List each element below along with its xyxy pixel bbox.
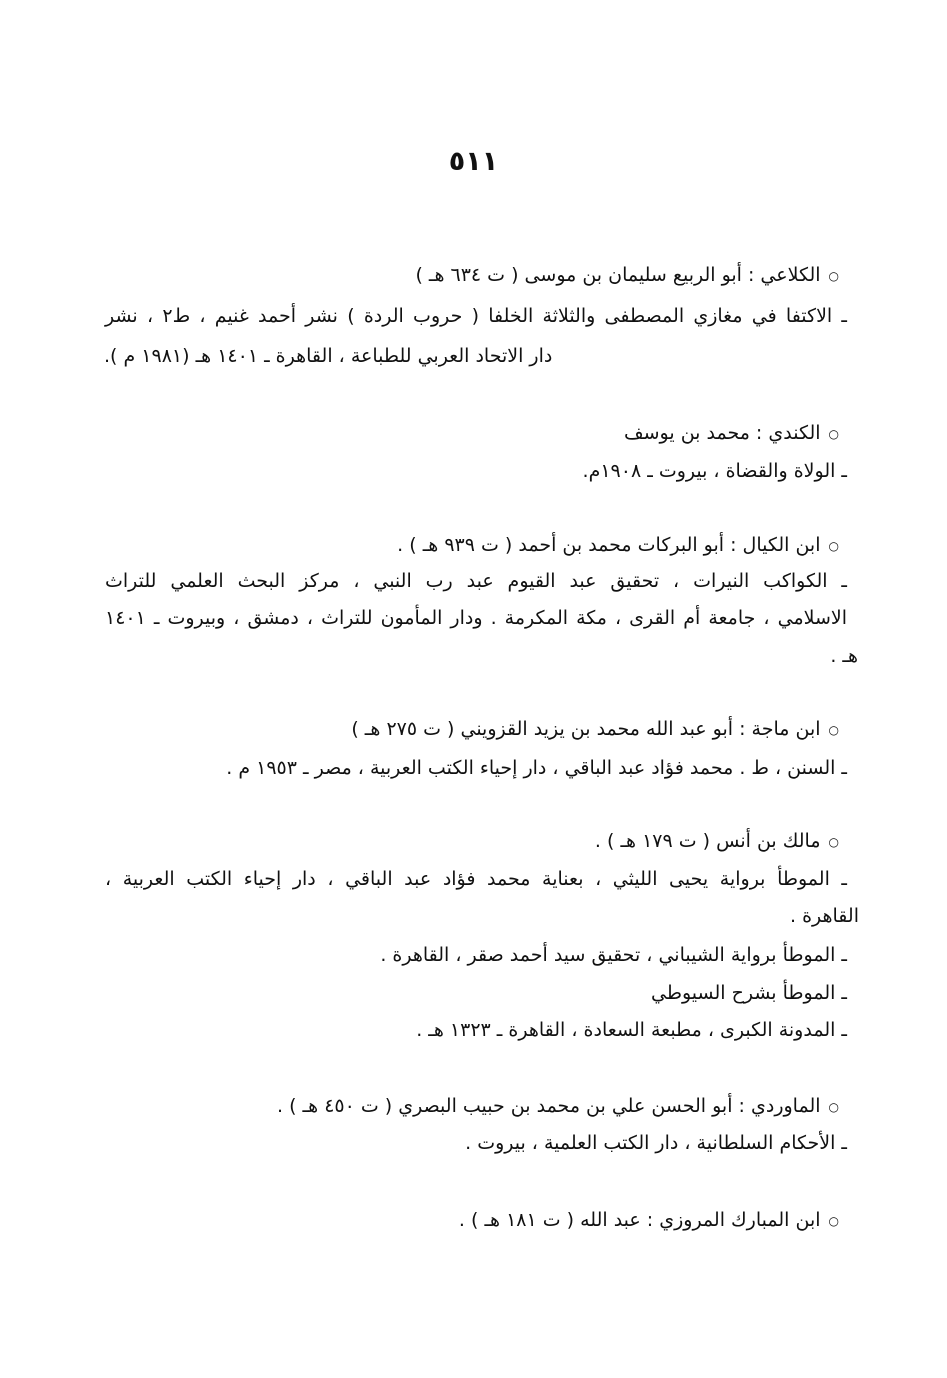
- bullet-icon: ○: [828, 1213, 839, 1228]
- entry-heading: [351, 716, 839, 742]
- entry-line: ـ الكواكب النيرات ، تحقيق عبد القيوم عبد رب النبي ، مركز البحث العلمي للتراث: [105, 570, 847, 592]
- bullet-icon: ○: [828, 538, 839, 553]
- entry-line: ـ الموطأ بشرح السيوطي: [651, 982, 847, 1004]
- entry-line: ـ الأحكام السلطانية ، دار الكتب العلمية ، بيروت .: [465, 1132, 847, 1154]
- bullet-icon: ○: [828, 268, 839, 283]
- entry-line: ـ المدونة الكبرى ، مطبعة السعادة ، القاهرة ـ ١٣٢٣ هـ .: [416, 1019, 847, 1041]
- entry-line: ـ السنن ، ط . محمد فؤاد عبد الباقي ، دار إحياء الكتب العربية ، مصر ـ ١٩٥٣ م .: [226, 757, 847, 779]
- entry-heading: [277, 1093, 839, 1119]
- bullet-icon: ○: [828, 426, 839, 441]
- entry-heading: [397, 532, 839, 558]
- entry-heading: [459, 1207, 839, 1233]
- entry-heading-text: الكندي : محمد بن يوسف: [623, 422, 821, 444]
- bullet-icon: ○: [828, 722, 839, 737]
- entry-heading-text: ابن ماجة : أبو عبد الله محمد بن يزيد القزويني ( ت ٢٧٥ هـ ): [351, 718, 821, 740]
- entry-heading-text: ابن المبارك المروزي : عبد الله ( ت ١٨١ هـ ) .: [458, 1209, 821, 1231]
- entry-heading: [415, 262, 839, 288]
- entry-heading-text: مالك بن أنس ( ت ١٧٩ هـ ) .: [594, 830, 821, 852]
- entry-line: دار الاتحاد العربي للطباعة ، القاهرة ـ ١٤٠١ هـ (١٩٨١ م ).: [104, 345, 553, 367]
- entry-heading: [595, 828, 839, 854]
- entry-line: ـ الموطأ برواية الشيباني ، تحقيق سيد أحمد صقر ، القاهرة .: [380, 944, 847, 966]
- entry-heading-text: ابن الكيال : أبو البركات محمد بن أحمد ( ت ٩٣٩ هـ ) .: [397, 534, 821, 556]
- entry-line: ـ الموطأ برواية يحيى الليثي ، بعناية محمد فؤاد عبد الباقي ، دار إحياء الكتب العربية ،: [105, 868, 847, 890]
- page-number: ٥١١: [448, 146, 499, 177]
- bullet-icon: ○: [828, 1099, 839, 1114]
- entry-heading: [624, 420, 839, 446]
- entry-line: الاسلامي ، جامعة أم القرى ، مكة المكرمة . ودار المأمون للتراث ، دمشق ، وبيروت ـ ١٤٠١: [105, 607, 847, 629]
- entry-heading-text: الماوردي : أبو الحسن علي بن محمد بن حبيب البصري ( ت ٤٥٠ هـ ) .: [277, 1095, 821, 1117]
- bullet-icon: ○: [828, 834, 839, 849]
- entry-line: ـ الولاة والقضاة ، بيروت ـ ١٩٠٨م.: [582, 460, 847, 482]
- entry-line: القاهرة .: [789, 905, 859, 927]
- entry-heading-text: الكلاعي : أبو الربيع سليمان بن موسى ( ت ٦٣٤ هـ ): [415, 264, 821, 286]
- entry-line: هـ .: [830, 645, 858, 667]
- entry-line: ـ الاكتفا في مغازي المصطفى والثلاثة الخلفا ( حروب الردة ) نشر أحمد غنيم ، ط٢ ، نشر: [105, 305, 848, 327]
